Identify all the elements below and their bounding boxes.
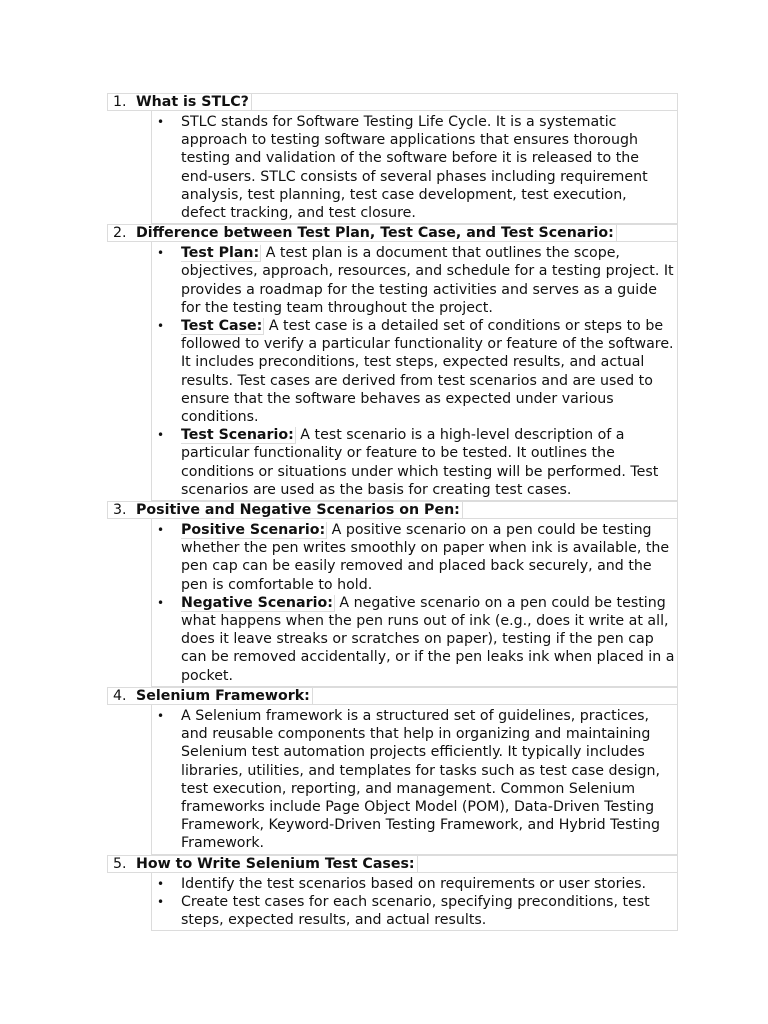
section-number: 5.	[113, 855, 127, 872]
section-heading: Positive and Negative Scenarios on Pen:	[136, 502, 463, 519]
list-item	[152, 707, 677, 853]
item-text: A test plan is a document that outlines the scope, objectives, approach, resources, and schedule for a testing project. It provides a roadmap for the testing activities and serves as a guide for the testing team throughout the project.	[181, 245, 674, 316]
list-item	[152, 875, 677, 893]
document	[107, 93, 678, 931]
item-text: A negative scenario on a pen could be testing what happens when the pen runs out of ink (e.g., does it write at all, does it leave streaks or scratches on paper), testing if the pen cap can be removed accidentally, or if the pen leaks ink when placed in a pocket.	[181, 594, 675, 684]
item-text: Identify the test scenarios based on requirements or user stories.	[181, 875, 647, 892]
item-text: A positive scenario on a pen could be testing whether the pen writes smoothly on paper when ink is available, the pen cap can be easily removed and placed back securely, and the pen is comfortable to hold.	[181, 522, 670, 593]
list-item	[152, 244, 677, 317]
section-heading-row	[107, 501, 678, 519]
section-heading-row	[107, 93, 678, 111]
bullet-icon: •	[157, 319, 165, 334]
bullet-icon: •	[157, 708, 165, 723]
section-heading: What is STLC?	[136, 94, 252, 111]
section-number: 3.	[113, 502, 127, 519]
bullet-icon: •	[157, 523, 165, 538]
section-body	[151, 519, 678, 687]
item-text: STLC stands for Software Testing Life Cycle. It is a systematic approach to testing software applications that ensures thorough testing and validation of the software before it is released to the end-users. STLC consists of several phases including requirement analysis, test planning, test case development, test execution, defect tracking, and test closure.	[181, 114, 648, 222]
bullet-icon: •	[157, 595, 165, 610]
term-label: Negative Scenario:	[181, 594, 333, 611]
bullet-icon: •	[157, 428, 165, 443]
section-heading-row	[107, 224, 678, 242]
bullet-icon: •	[157, 894, 165, 909]
section-heading-row	[107, 855, 678, 873]
section-heading-row	[107, 687, 678, 705]
section-body	[151, 705, 678, 855]
list-item	[152, 594, 677, 685]
term-label: Positive Scenario:	[181, 522, 326, 539]
item-text: A Selenium framework is a structured set of guidelines, practices, and reusable components that help in organizing and maintaining Selenium test automation projects efficiently. It typically includes libraries, utilities, and templates for tasks such as test case design, test execution, reporting, and management. Common Selenium frameworks include Page Object Model (POM), Data-Driven Testing Framework, Keyword-Driven Testing Framework, and Hybrid Testing Framework.	[181, 707, 661, 852]
term-label: Test Case:	[181, 318, 263, 335]
item-text: A test scenario is a high-level description of a particular functionality or feature to be tested. It outlines the conditions or situations under which testing will be performed. Test scenarios are used as the basis for creating test cases.	[181, 427, 659, 498]
list-item	[152, 893, 677, 929]
item-text: A test case is a detailed set of conditions or steps to be followed to verify a particular functionality or feature of the software. It includes preconditions, test steps, expected results, and actual results. Test cases are derived from test scenarios and are used to ensure that the software behaves as expected under various conditions.	[181, 318, 674, 426]
section-body	[151, 873, 678, 932]
bullet-icon: •	[157, 115, 165, 129]
item-text: Create test cases for each scenario, specifying preconditions, test steps, expected results, and actual results.	[181, 893, 650, 928]
section-body	[151, 111, 678, 224]
section-number: 2.	[113, 225, 127, 242]
term-label: Test Scenario:	[181, 427, 294, 444]
list-item	[152, 521, 677, 594]
list-item	[152, 317, 677, 426]
list-item	[152, 426, 677, 499]
section-heading: Difference between Test Plan, Test Case, and Test Scenario:	[136, 225, 617, 242]
section-heading: Selenium Framework:	[136, 688, 313, 705]
section-number: 1.	[113, 94, 127, 110]
bullet-icon: •	[157, 246, 165, 261]
section-heading: How to Write Selenium Test Cases:	[136, 856, 418, 873]
bullet-icon: •	[157, 876, 165, 891]
term-label: Test Plan:	[181, 245, 260, 262]
section-number: 4.	[113, 687, 127, 704]
section-body	[151, 242, 678, 501]
list-item	[152, 113, 677, 222]
